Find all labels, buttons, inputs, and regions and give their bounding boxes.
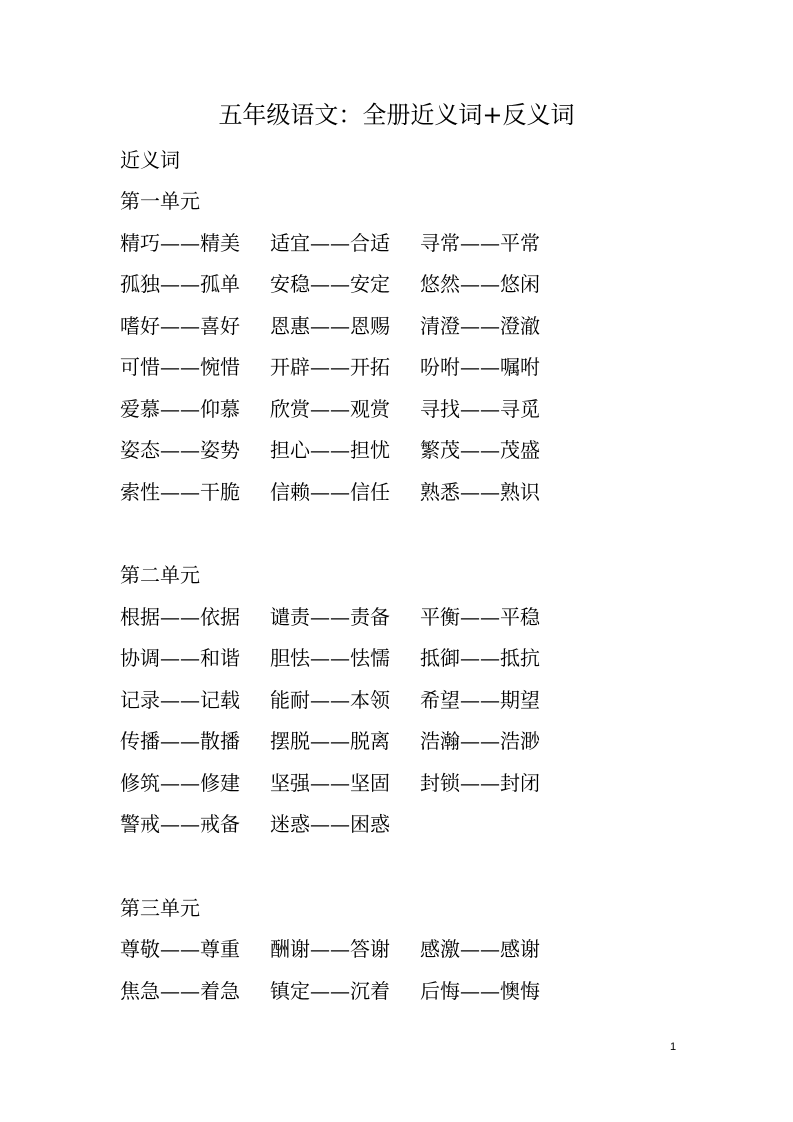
synonym-pair: 嗜好——喜好 — [120, 314, 240, 338]
synonym-pair: 浩瀚——浩渺 — [420, 729, 540, 753]
synonym-pair: 熟悉——熟识 — [420, 480, 540, 504]
synonym-pair: 恩惠——恩赐 — [270, 314, 390, 338]
synonym-pair: 孤独——孤单 — [120, 272, 240, 296]
synonym-pair: 爱慕——仰慕 — [120, 397, 240, 421]
synonym-pair: 抵御——抵抗 — [420, 646, 540, 670]
synonym-pair: 镇定——沉着 — [270, 979, 390, 1003]
synonym-pair: 担心——担忧 — [270, 438, 390, 462]
synonym-pair: 酬谢——答谢 — [270, 937, 390, 961]
synonym-pair: 根据——依据 — [120, 605, 240, 629]
synonym-pair: 适宜——合适 — [270, 231, 390, 255]
synonym-pair: 安稳——安定 — [270, 272, 390, 296]
synonym-pair: 开辟——开拓 — [270, 355, 390, 379]
synonym-pair: 封锁——封闭 — [420, 771, 540, 795]
synonym-pair: 记录——记载 — [120, 688, 240, 712]
synonym-pair: 信赖——信任 — [270, 480, 390, 504]
synonym-pair: 迷惑——困惑 — [270, 812, 390, 836]
synonym-pair: 摆脱——脱离 — [270, 729, 390, 753]
synonym-pair: 可惜——惋惜 — [120, 355, 240, 379]
unit-heading: 第三单元 — [120, 896, 200, 920]
synonym-pair: 寻常——平常 — [420, 231, 540, 255]
synonym-pair: 清澄——澄澈 — [420, 314, 540, 338]
synonym-pair: 精巧——精美 — [120, 231, 240, 255]
synonym-pair: 警戒——戒备 — [120, 812, 240, 836]
synonym-pair: 姿态——姿势 — [120, 438, 240, 462]
synonym-pair: 坚强——坚固 — [270, 771, 390, 795]
synonym-pair: 能耐——本领 — [270, 688, 390, 712]
synonym-pair: 悠然——悠闲 — [420, 272, 540, 296]
page-number: 1 — [669, 1041, 677, 1053]
synonym-pair: 后悔——懊悔 — [420, 979, 540, 1003]
synonym-pair: 寻找——寻觅 — [420, 397, 540, 421]
synonym-pair: 平衡——平稳 — [420, 605, 540, 629]
synonym-pair: 协调——和谐 — [120, 646, 240, 670]
unit-heading: 第二单元 — [120, 563, 200, 587]
synonym-pair: 希望——期望 — [420, 688, 540, 712]
synonym-pair: 焦急——着急 — [120, 979, 240, 1003]
synonym-pair: 传播——散播 — [120, 729, 240, 753]
synonym-pair: 吩咐——嘱咐 — [420, 355, 540, 379]
section-label: 近义词 — [120, 148, 180, 172]
unit-heading: 第一单元 — [120, 189, 200, 213]
synonym-pair: 修筑——修建 — [120, 771, 240, 795]
synonym-pair: 谴责——责备 — [270, 605, 390, 629]
document-title: 五年级语文：全册近义词+反义词 — [218, 101, 575, 129]
synonym-pair: 胆怯——怯懦 — [270, 646, 390, 670]
synonym-pair: 索性——干脆 — [120, 480, 240, 504]
synonym-pair: 感激——感谢 — [420, 937, 540, 961]
synonym-pair: 欣赏——观赏 — [270, 397, 390, 421]
synonym-pair: 繁茂——茂盛 — [420, 438, 540, 462]
synonym-pair: 尊敬——尊重 — [120, 937, 240, 961]
